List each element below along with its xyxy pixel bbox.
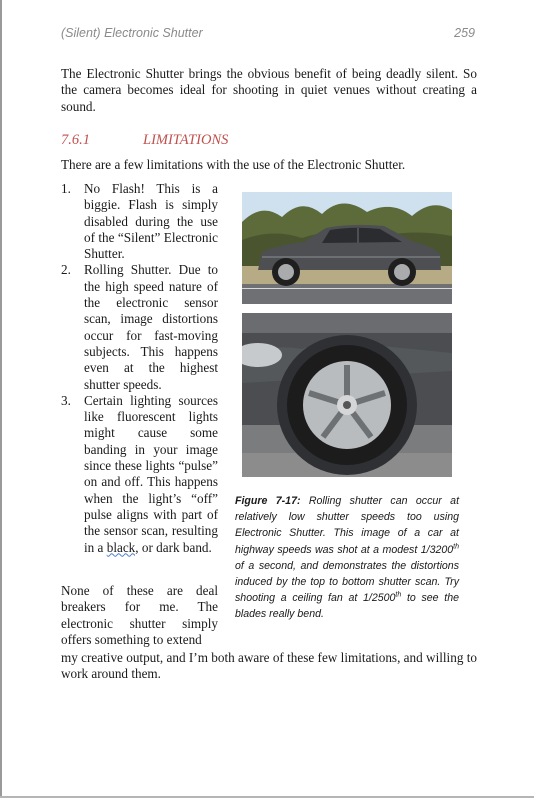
section-number: 7.6.1 bbox=[61, 132, 90, 148]
spellcheck-marked-word: black, bbox=[106, 539, 139, 555]
page-left-edge bbox=[0, 0, 2, 798]
list-item-text: No Flash! This is a biggie. Flash is simply disabled during the use of the “Silent” Electronic Shutter. bbox=[84, 181, 218, 262]
list-number: 2. bbox=[61, 262, 71, 278]
car-side-photo bbox=[242, 192, 452, 304]
list-item bbox=[61, 181, 218, 262]
lead-paragraph: There are a few limitations with the use of the Electronic Shutter. bbox=[61, 157, 406, 172]
caption-superscript: th bbox=[395, 591, 402, 599]
list-item-text: Certain lighting sources like fluorescent lights might cause some banding in your image since these lights “pulse” on and off. This happens when the light’s “off” pulse aligns with part of the sensor scan, resulting in a bbox=[84, 392, 218, 555]
limitations-list bbox=[61, 181, 218, 556]
section-heading bbox=[61, 132, 228, 149]
list-number: 1. bbox=[61, 181, 71, 196]
figure-caption bbox=[235, 493, 459, 623]
closing-paragraph-narrow: None of these are deal breakers for me. The electronic shutter simply offers something to extend bbox=[61, 583, 218, 647]
list-item-text-end: or dark band. bbox=[138, 539, 212, 555]
list-number: 3. bbox=[61, 392, 71, 408]
list-item bbox=[61, 262, 218, 392]
caption-text: to see the blades really bend. bbox=[235, 592, 459, 621]
page-number: 259 bbox=[454, 26, 475, 40]
intro-paragraph: The Electronic Shutter brings the obvious benefit of being deadly silent. So the camera becomes ideal for shooting in quiet venues without creating a sound. bbox=[61, 66, 477, 114]
caption-text: Rolling shutter can occur at relatively low shutter speeds too using Electronic Shutter. This image of a car at highway speeds was shot at a modest 1/3200 bbox=[235, 495, 460, 556]
list-item-text: Rolling Shutter. Due to the high speed nature of the electronic sensor scan, image distortions occur for fast-moving subjects. This happens even at the highest shutter speeds. bbox=[84, 262, 218, 392]
caption-text: of a second, and demonstrates the distortions induced by the top to bottom shutter scan. Try shooting a ceiling fan at 1/2500 bbox=[235, 559, 459, 605]
running-header bbox=[61, 26, 475, 40]
list-item bbox=[61, 393, 218, 556]
section-title: LIMITATIONS bbox=[143, 132, 229, 148]
figure-label: Figure 7-17: bbox=[235, 495, 301, 507]
closing-paragraph-wide: my creative output, and I’m both aware of these few limitations, and willing to work around them. bbox=[61, 650, 477, 682]
wheel-closeup-photo bbox=[242, 313, 452, 477]
running-title: (Silent) Electronic Shutter bbox=[61, 26, 203, 40]
caption-superscript: th bbox=[453, 543, 459, 551]
